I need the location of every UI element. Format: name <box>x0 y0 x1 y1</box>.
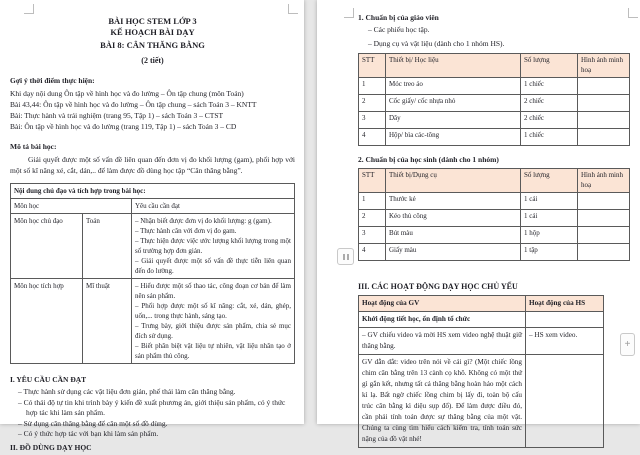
table-row <box>359 95 630 112</box>
teacher-prep-heading: 1. Chuẩn bị của giáo viên <box>358 13 439 22</box>
doc-title-duration: (2 tiết) <box>141 55 164 65</box>
document-page-2 <box>317 0 640 443</box>
subject-role: Môn học tích hợp <box>11 279 83 364</box>
header-gv-activity: Hoạt động của GV <box>359 296 526 312</box>
requirement-item: – Có thái độ tự tin khi trình bày ý kiến đề xuất phương án, giới thiệu sản phẩm, có ý thức hợp tác khi làm sản phẩm. <box>18 397 286 417</box>
header-equipment: Thiết bị/Dụng cụ <box>386 169 521 193</box>
table-header-row <box>359 169 630 193</box>
doc-title-block <box>10 16 295 66</box>
cell-equipment: Cốc giấy/ cốc nhựa nhỏ <box>386 95 521 112</box>
table-row <box>359 355 604 448</box>
cell-stt: 2 <box>359 95 386 112</box>
requirement-item: – Thực hiện được việc ước lượng khối lượng trong một số trường hợp đơn giản. <box>135 237 291 255</box>
column-header-requirement: Yêu cầu cần đạt <box>132 199 295 214</box>
table-row <box>359 210 630 227</box>
document-page-1 <box>0 0 304 452</box>
plus-icon: + <box>624 338 631 350</box>
cell-equipment: Thước kẻ <box>386 193 521 210</box>
table-row <box>359 129 630 146</box>
cell-image <box>578 210 630 227</box>
table-header-row <box>359 296 604 312</box>
doc-title-line: BÀI 8: CÂN THĂNG BẰNG <box>100 40 205 50</box>
cell-stt: 3 <box>359 227 386 244</box>
cell-image <box>578 95 630 112</box>
hint-heading: Gợi ý thời điểm thực hiện: <box>10 76 95 85</box>
cell-quantity: 1 cái <box>521 193 578 210</box>
margin-corner-mark <box>344 8 354 18</box>
header-quantity: Số lượng <box>521 169 578 193</box>
subject-name: Mĩ thuật <box>83 279 132 364</box>
prep-item: – Dụng cụ và vật liệu (dành cho 1 nhóm HS). <box>368 38 505 48</box>
cell-quantity: 2 chiếc <box>521 112 578 129</box>
cell-hs <box>526 355 604 448</box>
table-row <box>359 78 630 95</box>
description-text: Giải quyết được một số vấn đề liên quan đến đơn vị đo khối lượng (gam), phối hợp với một số kĩ năng xé, cắt, dán,.. để làm được đồ dùng học tập “Cân thăng bằng”. <box>10 155 295 175</box>
teacher-equipment-table <box>358 53 630 146</box>
cell-equipment: Giấy màu <box>386 244 521 261</box>
cell-stt: 1 <box>359 78 386 95</box>
table-row <box>11 279 295 364</box>
cell-stt: 4 <box>359 244 386 261</box>
table-header-row <box>359 54 630 78</box>
requirement-item: – Biết phân biệt vật liệu tự nhiên, vật liệu nhân tạo ở sản phẩm thủ công. <box>135 342 291 360</box>
table-caption: Nội dung chủ đạo và tích hợp trong bài học: <box>11 184 295 199</box>
prep-item: – Các phiếu học tập. <box>368 25 430 34</box>
cell-hs: – HS xem video. <box>526 328 604 355</box>
cell-quantity: 1 hộp <box>521 227 578 244</box>
pause-button[interactable] <box>337 248 354 265</box>
cell-stt: 3 <box>359 112 386 129</box>
section-2-heading: II. ĐỒ DÙNG DẠY HỌC <box>10 442 92 452</box>
cell-image <box>578 112 630 129</box>
activities-heading: III. CÁC HOẠT ĐỘNG DẠY HỌC CHỦ YẾU <box>358 282 518 291</box>
requirement-item: – Trưng bày, giới thiệu được sản phẩm, chia sẻ mục đích sử dụng. <box>135 322 291 340</box>
requirement-item: – Giải quyết được một số vấn đề thực tiễn liên quan đến đo lường. <box>135 257 291 275</box>
student-prep-heading: 2. Chuẩn bị của học sinh (dành cho 1 nhóm) <box>358 155 499 164</box>
cell-quantity: 1 cái <box>521 210 578 227</box>
pause-icon <box>343 254 349 260</box>
column-header-subject: Môn học <box>11 199 132 214</box>
requirement-item: – Sử dụng cân thăng bằng để cân một số đồ dùng. <box>18 418 168 428</box>
zoom-in-button[interactable] <box>620 333 635 356</box>
cell-gv: GV dẫn dắt: video trên nói về cái gì? (Một chiếc lồng chim cân bằng trên 13 cành cọ khô. Không có một thứ gì gắn kết, nhưng tất cả thăng bằng hoàn hảo một cách kì lạ. Bất ngờ chiếc lồng chim bị lấy đi, toàn bộ cấu trúc cân bằng kì diệu sụp đổ). Để làm được điều đó, cần phải tính toán được sự thăng bằng của một vật. Chúng ta cùng tìm hiểu cách kiểm tra, tính toán sức nặng của đồ vật nhé! <box>359 355 526 448</box>
cell-image <box>578 244 630 261</box>
header-stt: STT <box>359 54 386 78</box>
cell-gv: – GV chiếu video và mời HS xem video nghệ thuật giữ thăng bằng. <box>359 328 526 355</box>
hint-line: Bài 43,44: Ôn tập về hình học và đo lường – Ôn tập chung – sách Toán 3 – KNTT <box>10 100 257 109</box>
cell-hs <box>526 312 604 328</box>
requirement-item: – Có ý thức hợp tác với bạn khi làm sản phẩm. <box>18 429 159 438</box>
cell-equipment: Hộp/ bìa các-tông <box>386 129 521 146</box>
cell-equipment: Dây <box>386 112 521 129</box>
hint-line: Bài: Ôn tập về hình học và đo lường (trang 119, Tập 1) – sách Toán 3 – CD <box>10 122 237 131</box>
table-row <box>359 328 604 355</box>
requirement-item: – Nhận biết được đơn vị đo khối lượng: g (gam). <box>135 217 272 225</box>
table-row <box>11 214 295 279</box>
header-image: Hình ảnh minh hoạ <box>578 169 630 193</box>
requirement-item: – Phối hợp được một số kĩ năng: cắt, xé, dán, ghép, uốn,... trong thực hành, sáng tạo. <box>135 302 291 320</box>
cell-stt: 2 <box>359 210 386 227</box>
doc-title-line: BÀI HỌC STEM LỚP 3 <box>108 16 197 26</box>
table-row <box>359 227 630 244</box>
header-quantity: Số lượng <box>521 54 578 78</box>
cell-quantity: 1 tập <box>521 244 578 261</box>
subject-role: Môn học chủ đạo <box>11 214 83 279</box>
table-row <box>359 312 604 328</box>
cell-image <box>578 193 630 210</box>
activity-phase-title: Khởi động tiết học, ổn định tổ chức <box>359 312 526 328</box>
cell-stt: 1 <box>359 193 386 210</box>
table-row <box>359 244 630 261</box>
cell-quantity: 1 chiếc <box>521 78 578 95</box>
description-heading: Mô tả bài học: <box>10 142 57 151</box>
student-equipment-table <box>358 168 630 261</box>
cell-image <box>578 227 630 244</box>
subject-name: Toán <box>83 214 132 279</box>
cell-stt: 4 <box>359 129 386 146</box>
activities-table <box>358 295 604 448</box>
cell-equipment: Bút màu <box>386 227 521 244</box>
header-image: Hình ảnh minh hoạ <box>578 54 630 78</box>
hint-line: Bài: Thực hành và trải nghiệm (trang 95, Tập 1) – sách Toán 3 – CTST <box>10 111 224 120</box>
cell-image <box>578 129 630 146</box>
header-stt: STT <box>359 169 386 193</box>
header-hs-activity: Hoạt động của HS <box>526 296 604 312</box>
cell-equipment: Móc treo áo <box>386 78 521 95</box>
table-row <box>359 193 630 210</box>
cell-equipment: Kéo thủ công <box>386 210 521 227</box>
doc-title-line: KẾ HOẠCH BÀI DẠY <box>110 26 195 37</box>
requirement-item: – Thực hành cân với đơn vị đo gam. <box>135 227 237 235</box>
requirement-item: – Hiểu được một số thao tác, công đoạn cơ bản để làm nên sản phẩm. <box>135 282 291 300</box>
content-integration-table <box>10 183 295 364</box>
section-1-heading: I. YÊU CẦU CẦN ĐẠT <box>10 375 87 384</box>
cell-image <box>578 78 630 95</box>
table-row <box>359 112 630 129</box>
cell-quantity: 1 chiếc <box>521 129 578 146</box>
requirement-item: – Thực hành sử dụng các vật liệu đơn giản, phế thải làm cân thăng bằng. <box>18 387 236 396</box>
header-equipment: Thiết bị/ Học liệu <box>386 54 521 78</box>
cell-quantity: 2 chiếc <box>521 95 578 112</box>
hint-line: Khi dạy nội dung Ôn tập về hình học và đo lường – Ôn tập chung (môn Toán) <box>10 89 244 98</box>
